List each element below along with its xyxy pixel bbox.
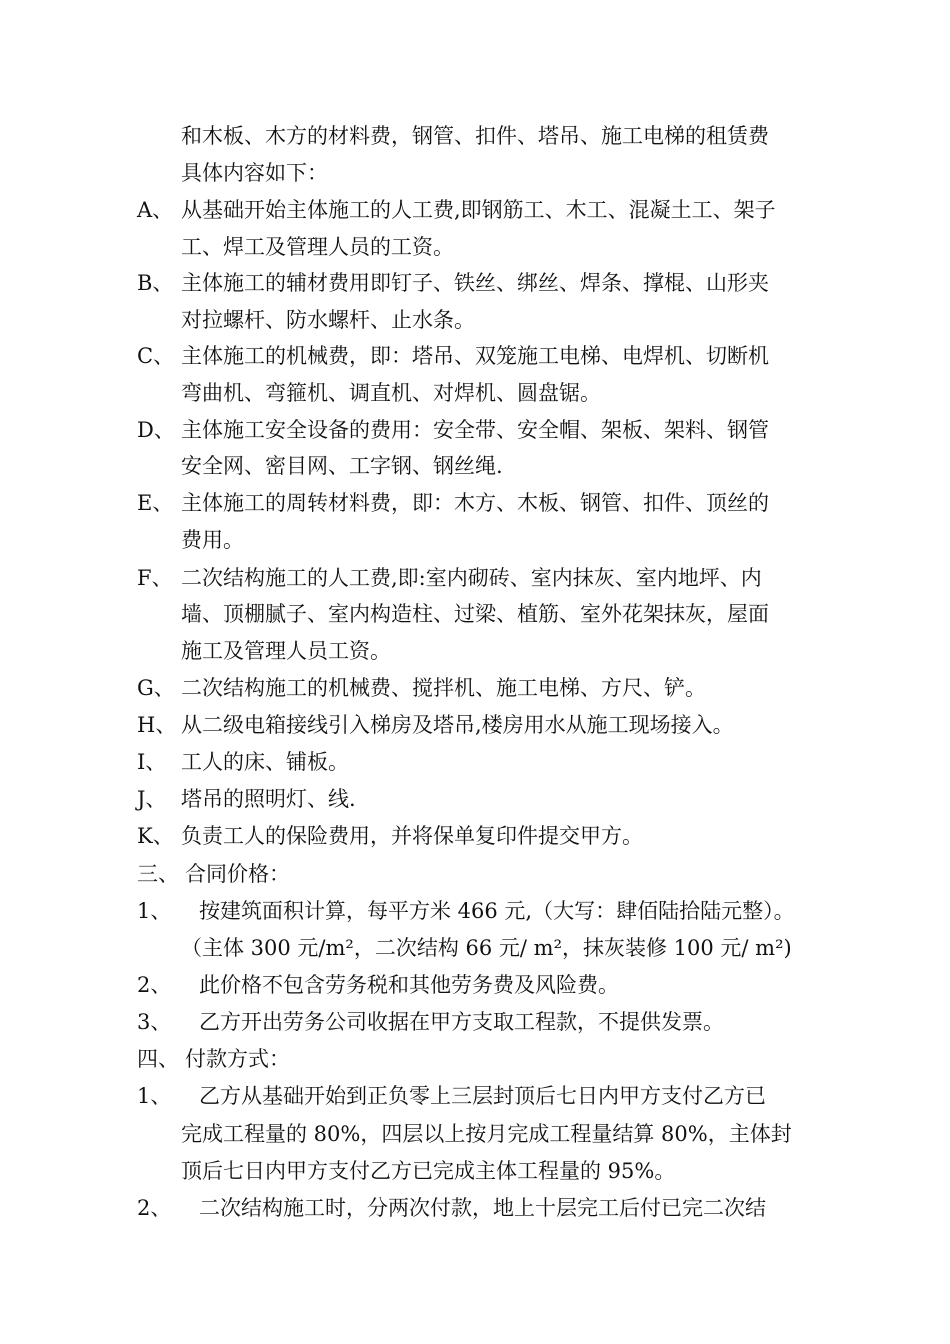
item-marker: 1、	[137, 899, 172, 923]
item-text: 对拉螺杆、防水螺杆、止水条。	[181, 308, 475, 332]
item-text: 墙、顶棚腻子、室内构造柱、过梁、植筋、室外花架抹灰，屋面	[181, 602, 769, 626]
item-text: 此价格不包含劳务税和其他劳务费及风险费。	[199, 973, 619, 997]
item-text: 工人的床、铺板。	[181, 750, 349, 774]
item-marker: K、	[137, 824, 174, 848]
item-text: 施工及管理人员工资。	[181, 639, 391, 663]
item-text: 顶后七日内甲方支付乙方已完成主体工程量的 95%。	[181, 1159, 676, 1183]
item-marker: 1、	[137, 1084, 172, 1108]
item-marker: F、	[137, 566, 173, 590]
section-marker: 三、	[137, 862, 179, 886]
item-text: 弯曲机、弯箍机、调直机、对焊机、圆盘锯。	[181, 381, 601, 405]
item-marker: I、	[137, 750, 167, 774]
item-text: 从二级电箱接线引入梯房及塔吊,楼房用水从施工现场接入。	[181, 713, 734, 737]
item-marker: 2、	[137, 973, 172, 997]
item-text: 二次结构施工的人工费,即:室内砌砖、室内抹灰、室内地坪、内	[181, 566, 762, 590]
item-text: 主体施工安全设备的费用：安全带、安全帽、架板、架料、钢管	[181, 418, 769, 442]
item-marker: E、	[137, 491, 174, 515]
item-marker: H、	[137, 713, 177, 737]
section-marker: 四、	[137, 1047, 179, 1071]
item-text: 工、焊工及管理人员的工资。	[181, 235, 454, 259]
item-text: 按建筑面积计算，每平方米 466 元,（大写：肆佰陆拾陆元整）。	[199, 899, 795, 923]
item-text: 主体施工的周转材料费，即：木方、木板、钢管、扣件、顶丝的	[181, 491, 769, 515]
item-text: 费用。	[181, 528, 244, 552]
item-text: 完成工程量的 80%，四层以上按月完成工程量结算 80%，主体封	[181, 1122, 792, 1146]
item-marker: J、	[137, 787, 167, 811]
item-marker: C、	[137, 344, 175, 368]
item-text: 主体施工的辅材费用即钉子、铁丝、绑丝、焊条、撑棍、山形夹	[181, 271, 769, 295]
item-text: 从基础开始主体施工的人工费,即钢筋工、木工、混凝土工、架子	[181, 198, 776, 222]
item-marker: 2、	[137, 1196, 172, 1220]
item-marker: D、	[137, 418, 175, 442]
item-text: 安全网、密目网、工字钢、钢丝绳.	[181, 454, 503, 478]
item-marker: 3、	[137, 1010, 172, 1034]
item-text: 塔吊的照明灯、线.	[181, 787, 356, 811]
item-text: 乙方开出劳务公司收据在甲方支取工程款，不提供发票。	[199, 1010, 724, 1034]
item-text: （主体 300 元/m²，二次结构 66 元/ m²，抹灰装修 100 元/ m²)	[181, 936, 792, 960]
item-marker: A、	[137, 198, 174, 222]
item-text: 二次结构施工的机械费、搅拌机、施工电梯、方尺、铲。	[181, 676, 706, 700]
item-text: 二次结构施工时，分两次付款，地上十层完工后付已完二次结	[199, 1196, 766, 1220]
item-marker: G、	[137, 676, 175, 700]
section-title: 付款方式：	[185, 1047, 290, 1071]
section-title: 合同价格：	[185, 862, 290, 886]
intro-text-2: 具体内容如下：	[181, 161, 328, 185]
item-text: 负责工人的保险费用，并将保单复印件提交甲方。	[181, 824, 643, 848]
intro-text-1: 和木板、木方的材料费，钢管、扣件、塔吊、施工电梯的租赁费	[181, 124, 769, 148]
item-marker: B、	[137, 271, 174, 295]
item-text: 乙方从基础开始到正负零上三层封顶后七日内甲方支付乙方已	[199, 1084, 766, 1108]
item-text: 主体施工的机械费，即：塔吊、双笼施工电梯、电焊机、切断机	[181, 344, 769, 368]
